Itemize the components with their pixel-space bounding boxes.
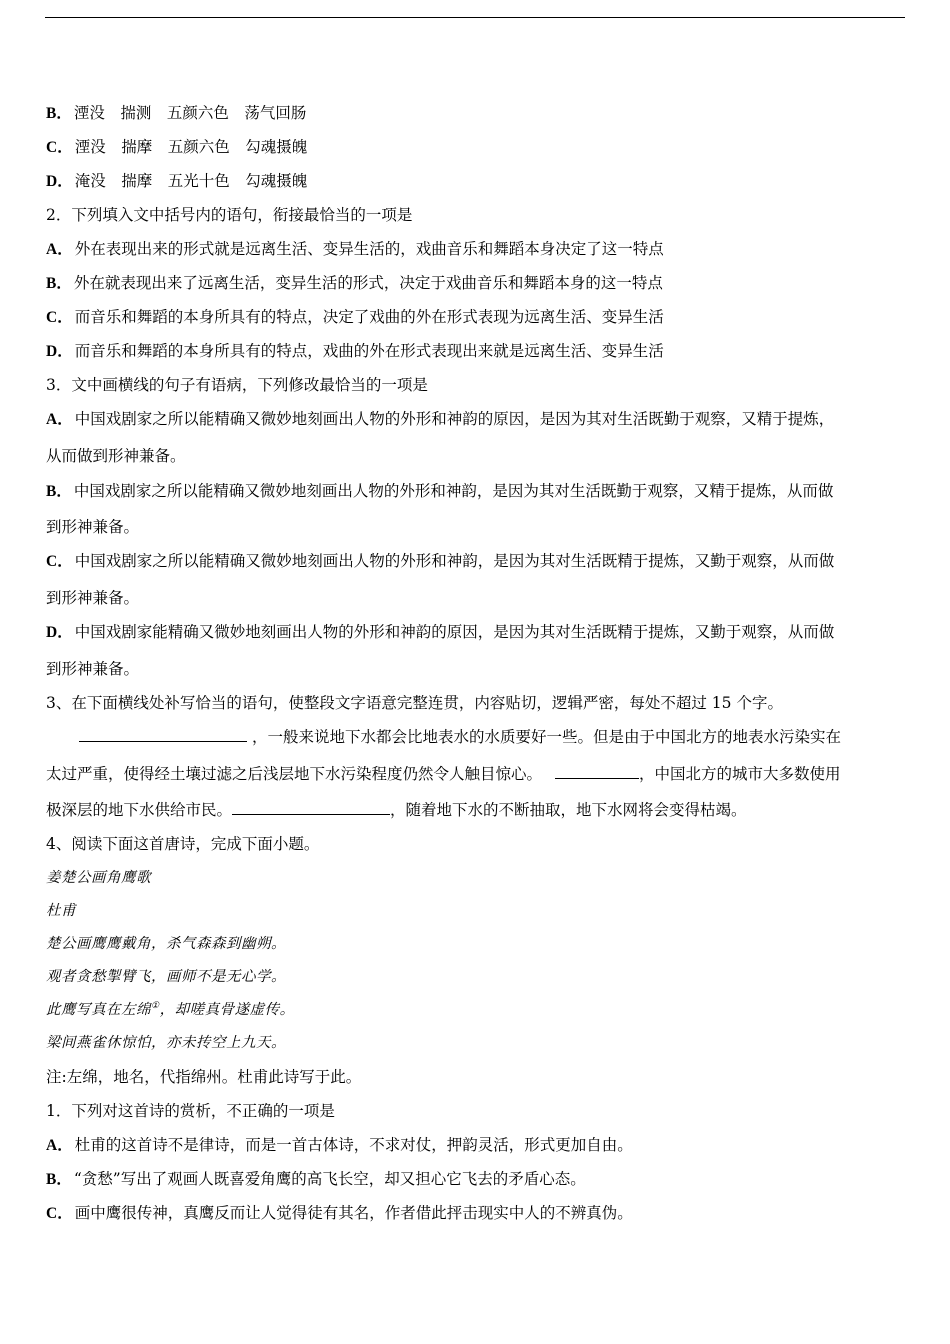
section3-stem: 3、在下面横线处补写恰当的语句，使整段文字语意完整连贯，内容贴切，逻辑严密，每处不超过 15 个字。 xyxy=(46,694,783,712)
q3-option-a-cont: 从而做到形神兼备。 xyxy=(46,447,186,465)
poem-note: 注:左绵，地名，代指绵州。杜甫此诗写于此。 xyxy=(46,1068,362,1086)
answer-blank-3[interactable] xyxy=(232,800,390,815)
footnote-marker: ① xyxy=(151,1001,160,1012)
answer-blank-2[interactable] xyxy=(555,764,639,779)
q2-option-a: A． 外在表现出来的形式就是远离生活、变异生活的，戏曲音乐和舞蹈本身决定了这一特点 xyxy=(46,240,664,258)
answer-blank-1[interactable] xyxy=(79,727,247,742)
q1-option-d: D． 淹没 揣摩 五光十色 勾魂摄魄 xyxy=(46,172,308,190)
q3-option-c: C． 中国戏剧家之所以能精确又微妙地刻画出人物的外形和神韵，是因为其对生活既精于提炼，又勤于观察，从而做 xyxy=(46,552,835,570)
section3-para-line3: 极深层的地下水供给市民。 ，随着地下水的不断抽取，地下水网将会变得枯竭。 xyxy=(46,801,747,819)
header-rule xyxy=(45,17,905,18)
poem-author: 杜甫 xyxy=(46,903,76,919)
q2-option-c: C． 而音乐和舞蹈的本身所具有的特点，决定了戏曲的外在形式表现为远离生活、变异生活 xyxy=(46,308,664,326)
q3-stem: 3．文中画横线的句子有语病，下列修改最恰当的一项是 xyxy=(46,376,428,394)
q3-option-d: D． 中国戏剧家能精确又微妙地刻画出人物的外形和神韵的原因，是因为其对生活既精于提炼，又勤于观察，从而做 xyxy=(46,623,835,641)
section3-para-line1: ，一般来说地下水都会比地表水的水质要好一些。但是由于中国北方的地表水污染实在 xyxy=(79,727,841,747)
poem-line-3: 此鹰写真在左绵①，却嗟真骨遂虚传。 xyxy=(46,1001,295,1018)
q2-option-b: B． 外在就表现出来了远离生活，变异生活的形式，决定于戏曲音乐和舞蹈本身的这一特点 xyxy=(46,274,663,292)
poem-title: 姜楚公画角鹰歌 xyxy=(46,870,151,886)
poem-q1-option-a: A． 杜甫的这首诗不是律诗，而是一首古体诗，不求对仗，押韵灵活，形式更加自由。 xyxy=(46,1136,633,1154)
q3-option-d-cont: 到形神兼备。 xyxy=(46,660,140,678)
q1-option-b: B． 湮没 揣测 五颜六色 荡气回肠 xyxy=(46,104,307,122)
q3-option-c-cont: 到形神兼备。 xyxy=(46,589,140,607)
poem-q1-stem: 1．下列对这首诗的赏析，不正确的一项是 xyxy=(46,1102,335,1120)
section4-stem: 4、阅读下面这首唐诗，完成下面小题。 xyxy=(46,835,320,853)
poem-q1-option-b: B． “贪愁”写出了观画人既喜爱角鹰的高飞长空，却又担心它飞去的矛盾心态。 xyxy=(46,1170,586,1188)
poem-line-4: 梁间燕雀休惊怕，亦未抟空上九天。 xyxy=(46,1035,286,1051)
poem-line-1: 楚公画鹰鹰戴角，杀气森森到幽朔。 xyxy=(46,936,286,952)
q3-option-b: B． 中国戏剧家之所以能精确又微妙地刻画出人物的外形和神韵，是因为其对生活既勤于观察，又精于提炼，从而做 xyxy=(46,482,834,500)
poem-line-2: 观者贪愁掣臂飞，画师不是无心学。 xyxy=(46,969,286,985)
q1-option-c: C． 湮没 揣摩 五颜六色 勾魂摄魄 xyxy=(46,138,308,156)
q3-option-a: A． 中国戏剧家之所以能精确又微妙地刻画出人物的外形和神韵的原因，是因为其对生活既勤于观察，又精于提炼， xyxy=(46,410,835,428)
q2-option-d: D． 而音乐和舞蹈的本身所具有的特点，戏曲的外在形式表现出来就是远离生活、变异生活 xyxy=(46,342,664,360)
section3-para-line2: 太过严重，使得经土壤过滤之后浅层地下水污染程度仍然令人触目惊心。 ，中国北方的城市大多数使用 xyxy=(46,765,841,783)
poem-q1-option-c: C． 画中鹰很传神，真鹰反而让人觉得徒有其名，作者借此抨击现实中人的不辨真伪。 xyxy=(46,1204,633,1222)
q2-stem: 2．下列填入文中括号内的语句，衔接最恰当的一项是 xyxy=(46,206,413,224)
q3-option-b-cont: 到形神兼备。 xyxy=(46,518,140,536)
